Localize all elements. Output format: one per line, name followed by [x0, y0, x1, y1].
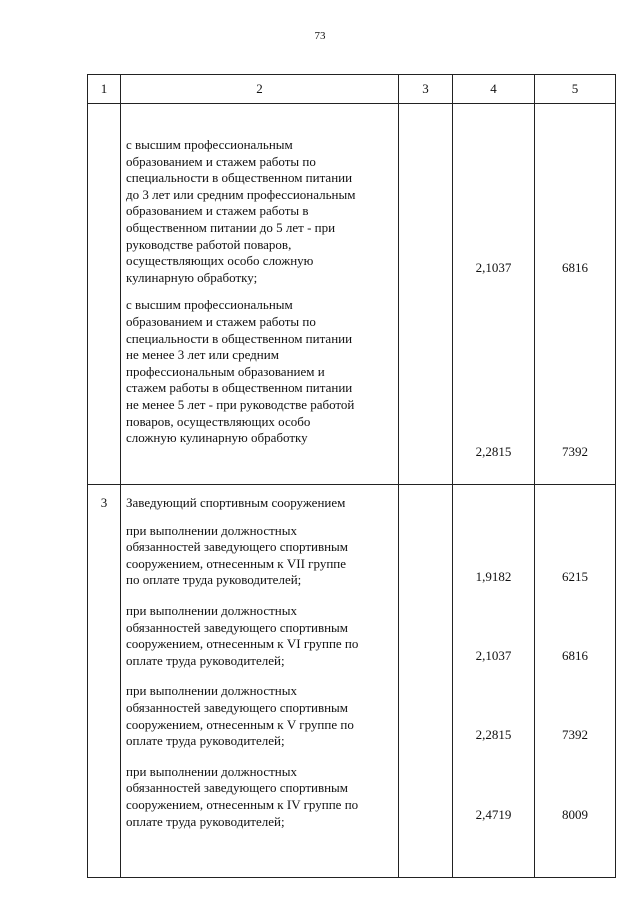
salary-value: 7392 — [562, 444, 588, 459]
salary-cell — [535, 485, 616, 878]
table-header-row — [88, 75, 616, 104]
coefficient-value: 2,1037 — [475, 648, 512, 663]
header-cell-3: 3 — [399, 75, 453, 104]
page-number: 73 — [314, 30, 326, 42]
position-description: при выполнении должностных обязанностей заведующего спортивным сооружением, отнесенным к VI группе по оплате труда руководителей; — [126, 602, 359, 668]
salary-table — [87, 74, 616, 878]
index-cell — [88, 104, 121, 485]
position-description: при выполнении должностных обязанностей заведующего спортивным сооружением, отнесенным к VII группе по оплате труда руководителей; — [126, 522, 349, 588]
salary-cell — [535, 104, 616, 485]
coefficient-cell — [453, 104, 535, 485]
header-cell-5: 5 — [535, 75, 616, 104]
header-cell-2: 2 — [121, 75, 399, 104]
coefficient-value: 2,2815 — [475, 727, 512, 742]
salary-value: 6816 — [562, 260, 588, 275]
header-cell-1: 1 — [88, 75, 121, 104]
index-cell: 3 — [88, 485, 121, 878]
position-title: Заведующий спортивным сооружением — [126, 495, 346, 510]
salary-value: 6816 — [562, 648, 588, 663]
table-row — [88, 104, 616, 485]
position-description: с высшим профессиональным образованием и стажем работы по специальности в общественном питании не менее 3 лет или средним профессиональным образованием и стажем работы в общественном питании не менее 5 лет - при руководстве работой поваров, осуществляющих особо сложную кулинарную обработку — [126, 297, 355, 446]
salary-value: 7392 — [562, 727, 588, 742]
coefficient-cell — [453, 485, 535, 878]
position-description: при выполнении должностных обязанностей заведующего спортивным сооружением, отнесенным к IV группе по оплате труда руководителей; — [126, 763, 359, 829]
salary-value: 8009 — [562, 807, 588, 822]
salary-value: 6215 — [562, 569, 588, 584]
coefficient-value: 1,9182 — [475, 569, 512, 584]
header-cell-4: 4 — [453, 75, 535, 104]
description-cell — [121, 485, 399, 878]
empty-cell — [399, 104, 453, 485]
table-row — [88, 485, 616, 878]
position-description: при выполнении должностных обязанностей заведующего спортивным сооружением, отнесенным к V группе по оплате труда руководителей; — [126, 683, 354, 749]
coefficient-value: 2,4719 — [475, 807, 512, 822]
position-description: с высшим профессиональным образованием и стажем работы по специальности в общественном питании до 3 лет или средним профессиональным образованием и стажем работы в общественном питании до 5 лет - при руководстве работой поваров, осуществляющих особо сложную кулинарную обработку; — [126, 137, 356, 285]
coefficient-value: 2,2815 — [475, 444, 512, 459]
coefficient-value: 2,1037 — [475, 260, 512, 275]
empty-cell — [399, 485, 453, 878]
description-cell — [121, 104, 399, 485]
